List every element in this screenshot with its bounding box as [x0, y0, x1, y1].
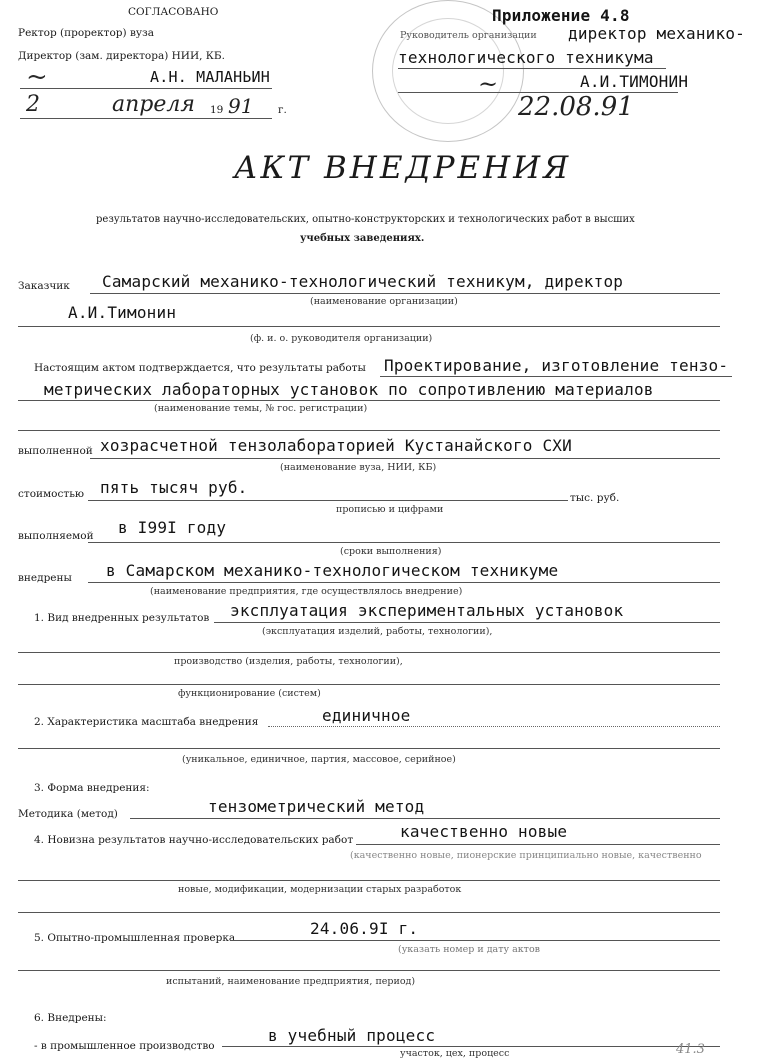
cost-underline: [88, 500, 568, 501]
customer-caption: (наименование организации): [310, 296, 458, 307]
performed-caption: (наименование вуза, НИИ, КБ): [280, 462, 437, 473]
implemented-label: внедрены: [18, 572, 72, 584]
confirm-label: Настоящим актом подтверждается, что результаты работы: [34, 362, 366, 374]
right-date: 22.08.91: [518, 92, 634, 122]
item4-value: качественно новые: [400, 822, 568, 841]
customer-underline: [90, 293, 720, 294]
document-title: АКТ ВНЕДРЕНИЯ: [234, 150, 572, 186]
item5-caption: (указать номер и дату актов: [398, 944, 541, 955]
implemented-underline: [88, 582, 720, 583]
item6-sub-label: - в промышленное производство: [34, 1040, 215, 1052]
item1-underline: [214, 622, 720, 623]
item6-label: 6. Внедрены:: [34, 1012, 107, 1024]
performed-label: выполненной: [18, 445, 93, 457]
item4-caption-2: новые, модификации, модернизации старых разработок: [178, 884, 462, 895]
work-value-line-1: Проектирование, изготовление тензо-: [384, 356, 729, 375]
item1-underline-3: [18, 684, 720, 685]
done-label: выполняемой: [18, 530, 94, 542]
performed-underline: [90, 458, 720, 459]
item1-underline-2: [18, 652, 720, 653]
work-caption: (наименование темы, № гос. регистрации): [154, 403, 368, 414]
left-date-day: 2: [26, 92, 40, 117]
approved-heading: СОГЛАСОВАНО: [128, 6, 219, 18]
item2-value: единичное: [322, 706, 411, 725]
done-underline: [88, 542, 720, 543]
document-subtitle-2: учебных заведениях.: [300, 233, 425, 244]
left-date-year: 91: [228, 94, 254, 118]
work-underline-1: [380, 376, 732, 377]
cost-caption: прописью и цифрами: [336, 504, 444, 515]
done-caption: (сроки выполнения): [340, 546, 442, 557]
item5-caption-2: испытаний, наименование предприятия, период): [166, 976, 416, 987]
page-mark: 41.3: [676, 1042, 705, 1057]
item1-value: эксплуатация экспериментальных установок: [230, 601, 624, 620]
right-title-line-2: технологического техникума: [398, 48, 654, 67]
item4-underline-2: [18, 880, 720, 881]
approver-role-1: Ректор (проректор) вуза: [18, 27, 155, 39]
method-underline: [130, 818, 720, 819]
work-underline-3: [18, 430, 720, 431]
cost-value: пять тысяч руб.: [100, 478, 248, 497]
item6-underline: [222, 1046, 720, 1047]
head-caption: (ф. и. о. руководителя организации): [250, 333, 433, 344]
head-value: А.И.Тимонин: [68, 303, 177, 322]
item6-caption: участок, цех, процесс: [400, 1048, 510, 1059]
right-signature-mark: ~: [478, 70, 499, 98]
done-value: в I99I году: [118, 518, 227, 537]
item3-label: 3. Форма внедрения:: [34, 782, 150, 794]
item5-label: 5. Опытно-промышленная проверка: [34, 932, 236, 944]
item1-caption: (эксплуатация изделий, работы, технологии),: [262, 626, 493, 637]
item1-label: 1. Вид внедренных результатов: [34, 612, 210, 624]
left-date-underline: [20, 118, 272, 119]
right-title-line-1: директор механико-: [568, 24, 745, 43]
left-name-underline: [20, 88, 272, 89]
item5-value: 24.06.9I г.: [310, 919, 419, 938]
method-label: Методика (метод): [18, 808, 118, 820]
item2-caption: (уникальное, единичное, партия, массовое, серийное): [182, 754, 456, 765]
cost-label: стоимостью: [18, 488, 85, 500]
item5-underline-2: [18, 970, 720, 971]
appendix-label: Приложение 4.8: [492, 6, 630, 25]
customer-value: Самарский механико-технологический техникум, директор: [102, 272, 624, 291]
work-underline-2: [18, 400, 720, 401]
item4-underline: [356, 844, 720, 845]
item2-label: 2. Характеристика масштаба внедрения: [34, 716, 259, 728]
item4-underline-3: [18, 912, 720, 913]
item1-caption-2: производство (изделия, работы, технологии),: [174, 656, 403, 667]
left-date-year-prefix: 19: [210, 104, 224, 116]
cost-unit: тыс. руб.: [570, 492, 620, 504]
item4-caption: (качественно новые, пионерские принципиально новые, качественно: [350, 850, 702, 861]
method-value: тензометрический метод: [208, 797, 425, 816]
head-underline: [18, 326, 720, 327]
approver-role-2: Директор (зам. директора) НИИ, КБ.: [18, 50, 225, 62]
implemented-caption: (наименование предприятия, где осуществлялось внедрение): [150, 586, 463, 597]
left-date-suffix: г.: [278, 104, 287, 116]
left-signature-mark: ~: [26, 62, 48, 92]
stamp-caption: Руководитель организации: [400, 30, 537, 41]
item5-underline: [230, 940, 720, 941]
left-approver-name: А.Н. МАЛАНЬИН: [150, 68, 270, 86]
right-title-underline: [398, 68, 666, 69]
left-date-month: апреля: [112, 92, 195, 117]
right-approver-name: А.И.ТИМОНИН: [580, 72, 689, 91]
document-subtitle-1: результатов научно-исследовательских, опытно-конструкторских и технологических работ в высших: [96, 214, 635, 225]
work-value-line-2: метрических лабораторных установок по сопротивлению материалов: [44, 380, 654, 399]
implemented-value: в Самарском механико-технологическом техникуме: [106, 561, 559, 580]
item6-sub-value: в учебный процесс: [268, 1026, 436, 1045]
performed-value: хозрасчетной тензолабораторией Кустанайского СХИ: [100, 436, 572, 455]
customer-label: Заказчик: [18, 280, 70, 292]
item2-dotted-line: [268, 726, 720, 727]
item2-underline-2: [18, 748, 720, 749]
item4-label: 4. Новизна результатов научно-исследовательских работ: [34, 834, 354, 846]
item1-caption-3: функционирование (систем): [178, 688, 321, 699]
